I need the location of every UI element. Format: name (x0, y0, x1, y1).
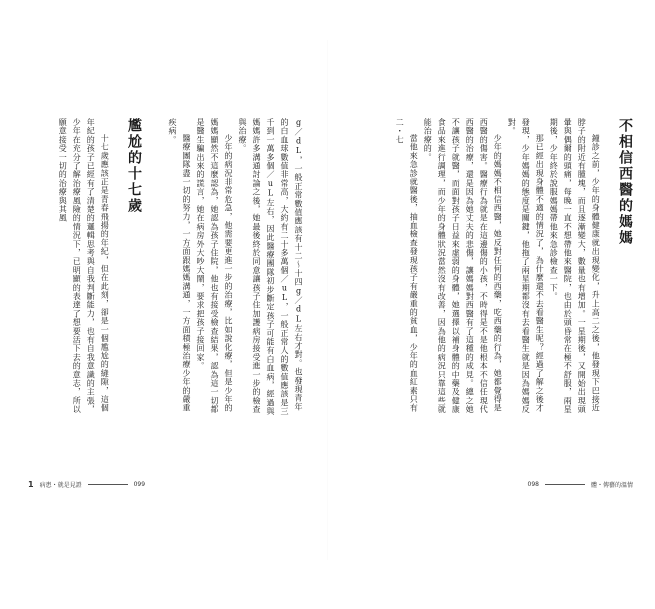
right-page-folio (528, 480, 633, 489)
paragraph: g／dL，一般正常數值應該有十二～十四g／dL左右才對。也發現青年的白血球數值非常高，大約有二十多萬個／uL，一般正常人的數值應該是三千到一萬多個／uL左右，因此醫療團隊初步斷定孩子可能有白血病，經過與媽媽許多溝通討論之後，她最後終於同意讓孩子住加護病房接受進一步的檢查與治療。 (238, 118, 303, 416)
folio-title: 體・傳藝的溫情 (590, 482, 633, 489)
paragraph: 醫療團隊盡一切的努力，一方面跟媽媽溝通，一方面積極治療少年的嚴重疾病。 (168, 118, 191, 413)
folio-number: 099 (133, 481, 146, 488)
left-page-text-column-upper (145, 118, 305, 418)
left-page (0, 0, 327, 609)
gutter-shadow (327, 40, 328, 560)
left-page-folio (28, 480, 145, 489)
folio-number: 098 (527, 481, 539, 488)
paragraph: 鐘診之前，少年的身體健康就出現變化，升上高二之後，他發現下巴接近脖子的附近有腫塊，而且逐漸變大，數量也有增加。一星期後，又開始出現頭暈與偶爾的頭痛，每晚一直不想帶他來醫院，也由於頭昏常在極不舒服，兩星期後，少年終於說服媽媽帶他來急診檢查一下。 (549, 118, 601, 414)
right-page-text-column (378, 118, 633, 418)
folio-rule (545, 484, 585, 485)
paragraph: 少年的媽媽不相信西醫，她反對任何的西藥，吃西藥的行為，她都覺得是西醫的傷害。醫療行為就是在這邊傷的小孩，不時得是不是他根本不信任現代西醫的治療，還是因為她丈夫的悲傷，讓媽媽對西醫有了這種的成見。總之她不讓孩子就醫，而面對孩子日益來虛弱的身體，她選擇以補身體的中藥及健康食品來進行調理，而少年的身體狀況當然沒有改善，因為他的病況只靠這些就能治療的。 (423, 118, 503, 414)
right-page (328, 0, 655, 609)
paragraph: 當他來急診就醫後，抽血檢查發現孩子有嚴重的貧血，少年的血紅素只有二・七 (395, 118, 419, 413)
paragraph: 十七歲應該正是青春飛揚的年紀，但在此刻，卻是一個尷尬的縫隙，這個年紀的孩子已經有了清楚的邏輯思考與自我判斷能力，也有自我意識的主張，少年在充分了解治療風險的情況下，已明顯的表達了想要活下去的意志，所以願意接受一切的治療與其風 (58, 118, 110, 414)
section-subheading: 尷尬的十七歲 (126, 118, 142, 214)
chapter-heading: 不相信西醫的媽媽 (617, 118, 633, 246)
paragraph: 少年的病況非常危急，他需要更進一步的治療，比如說化療，但是少年的媽媽顯然不這麼認為，她認為孩子住院，他也有接受檢查結果，認為這一切都是醫生騙出來的謊言，她在病房外大吵大鬧，要求把孩子接回家。 (196, 118, 233, 414)
folio-title: 病患・就是見證 (39, 482, 82, 489)
left-page-text-column-lower (52, 118, 142, 418)
folio-mark: 1 (28, 480, 34, 489)
paragraph: 那已經出現身體不適的情況了，為什麼還不去看醫生呢？經過了解之後才發現，少年媽媽的態度是關鍵，他拖了兩星期都沒有去看醫生就是因為媽媽反對。 (507, 118, 545, 414)
folio-rule (88, 484, 128, 485)
